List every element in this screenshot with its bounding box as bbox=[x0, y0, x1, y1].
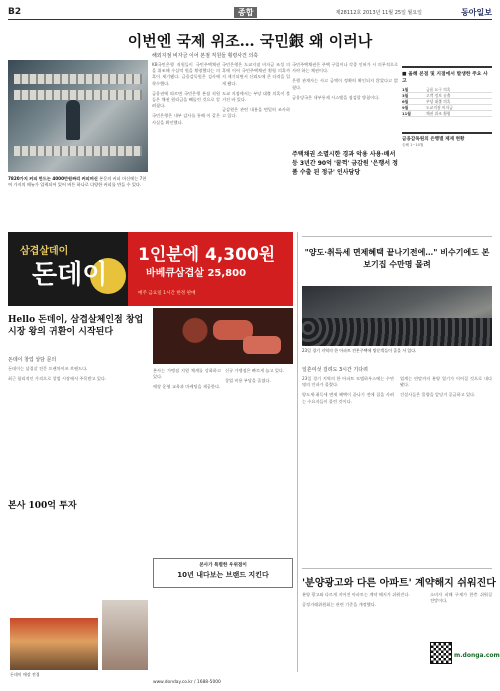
feature-column-2 bbox=[153, 368, 221, 554]
feature-column-1 bbox=[8, 366, 148, 494]
model-house-crowd-photo bbox=[302, 286, 492, 346]
paragraph: 공정거래위원회는 관련 기준을 개정했다. bbox=[302, 602, 377, 608]
paragraph: 금융권에 따르면 국민은행 본점 직원들은 채권 원리금을 빼돌린 것으로 알려졌다. bbox=[152, 90, 220, 109]
paragraph: 도쿄 지점에서는 부당 대출 의혹이 불거진 바 있다. bbox=[222, 90, 290, 103]
bottom-story-headline: '분양광고와 다른 아파트' 계약해지 쉬워진다 bbox=[302, 578, 496, 589]
donday-advertisement bbox=[8, 232, 293, 306]
top-story-column-1 bbox=[152, 62, 220, 227]
investment-subhead: 본사 100억 투자 bbox=[8, 501, 77, 511]
sidebar-row: 1월 금품 요구 의혹 bbox=[402, 87, 492, 93]
paragraph: KB국민은행 직원들이 국민주택채권을 위조해 수십억 원을 횡령했다는 의혹이 제기됐다. 금융감독원은 검사에 착수했다. bbox=[152, 62, 220, 86]
newspaper-brand: 동아일보 bbox=[461, 8, 492, 17]
paragraph: 건설사들은 물량을 앞당겨 공급하고 있다. bbox=[400, 392, 476, 398]
mobile-site-link[interactable]: m.donga.com bbox=[454, 652, 500, 659]
feature-info-box bbox=[153, 558, 293, 588]
paragraph: 업계는 연말까지 분양 열기가 이어질 것으로 내다봤다. bbox=[400, 376, 492, 388]
feature-byline: 돈데이 창업 상담 문의 bbox=[8, 357, 57, 363]
paragraph: 금융당국은 내부통제 시스템을 점검할 방침이다. bbox=[292, 94, 380, 100]
paragraph: 은행 관계자는 사고 금액이 정확히 확인되지 않았다고 밝혔다. bbox=[292, 78, 398, 90]
qr-code-icon[interactable] bbox=[430, 642, 452, 664]
info-box-heading: 10년 내다보는 브랜드 지킨다 bbox=[177, 571, 269, 579]
sidebar-row: 6월 부당 대출 의혹 bbox=[402, 99, 492, 105]
right-photo-caption: 23일 경기 지역의 한 아파트 견본주택에 방문객들이 줄을 서 있다. bbox=[302, 348, 417, 353]
feature-headline: Hello 돈데이, 삼겹살체인점 창업시장 왕의 귀환이 시작된다 bbox=[8, 315, 144, 337]
chart-subtitle: 올해 1~10월 bbox=[402, 143, 424, 147]
main-photo-caption bbox=[8, 176, 148, 188]
caption-text: 본문의 커피 머신에는 7천여 가지의 메뉴가 입력되어 있어 버튼 하나로 다양한 커피를 만들 수 있다. bbox=[8, 176, 147, 187]
sanction-chart-box bbox=[402, 132, 492, 172]
paragraph: 신규 가맹점은 빠르게 늘고 있다. bbox=[225, 368, 285, 373]
crowd bbox=[302, 318, 492, 346]
info-box-title: 본사가 특별한 우위점이 bbox=[199, 563, 247, 568]
sidebar-row: 11월 채권 위조 횡령 bbox=[402, 111, 492, 117]
issue-date: 제28112호 2013년 11월 25일 월요일 bbox=[335, 10, 422, 16]
right-story-column-2 bbox=[400, 376, 492, 566]
caption-title: 7820가지 커피 만드는 4000만원짜리 커피머신 bbox=[8, 176, 98, 181]
sidebar-row: 3월 고객 정보 유출 bbox=[402, 93, 492, 99]
coffee-machine-photo bbox=[8, 60, 148, 172]
ad-note: 매주 금요일 1시간 한정 판매 bbox=[138, 291, 196, 296]
paragraph: 창업 비용 부담을 줄였다. bbox=[225, 378, 271, 384]
sidebar-row: 9월 도쿄지점 비자금 bbox=[402, 105, 492, 111]
staff-photo bbox=[102, 600, 148, 670]
top-story-headline: 이번엔 국제 위조… 국민銀 왜 이러나 bbox=[127, 32, 373, 50]
top-story-column-2 bbox=[222, 62, 290, 227]
section-divider bbox=[302, 236, 492, 237]
top-story-byline: 해외지점 비자금 이어 본점 직원들 횡령사건 의혹 bbox=[152, 53, 259, 59]
right-story-column-1 bbox=[302, 376, 394, 566]
paragraph: 돈데이는 삼겹살 전문 프랜차이즈 브랜드다. bbox=[8, 366, 88, 371]
paragraph: 최근 합리적인 가격으로 창업 시장에서 주목받고 있다. bbox=[8, 376, 107, 382]
bottom-story-column-2 bbox=[430, 592, 492, 638]
pork-belly-photo bbox=[153, 308, 293, 364]
ad-brand-logo: 돈데이 bbox=[32, 260, 108, 290]
section-label: 종합 bbox=[234, 7, 257, 18]
paragraph: 양도세·취득세 면제 혜택이 끝나기 전에 집을 사려는 수요자들이 몰린 것이다. bbox=[302, 392, 394, 404]
store-photo bbox=[10, 618, 98, 670]
incident-sidebar bbox=[402, 66, 492, 128]
worker-figure bbox=[66, 100, 80, 140]
paragraph: 매장 운영 교육과 마케팅을 제공한다. bbox=[153, 384, 221, 390]
paragraph: 금감원은 관련 내용을 면밀히 조사하고 있다. bbox=[222, 107, 290, 119]
top-story-column-3 bbox=[292, 62, 398, 148]
paragraph: 국민주택채권은 주택 구입이나 각종 인허가 시 의무적으로 사야 하는 채권이다. bbox=[292, 62, 398, 74]
feature-column-3 bbox=[225, 368, 293, 554]
chart-title: 금융감독원의 은행별 제재 현황 bbox=[402, 137, 465, 142]
ad-brand-small: 삼겹살데이 bbox=[20, 246, 69, 257]
page-header bbox=[8, 6, 492, 20]
sidebar-title: ■ 올해 본점 및 지점에서 발생한 주요 사고 bbox=[402, 72, 488, 84]
right-story-byline: 일흔여섯 걸려도 3시간 기다려 bbox=[302, 367, 368, 373]
paragraph: 국민은행은 내부 감사를 통해 이 같은 사실을 확인했다. bbox=[152, 113, 220, 125]
column-divider bbox=[297, 232, 298, 672]
store-photo-caption: 돈데이 매장 전경 bbox=[10, 672, 40, 677]
bottom-story-column-1 bbox=[302, 592, 426, 682]
paragraph: 본사는 가맹점 지원 체계를 강화하고 있다. bbox=[153, 368, 221, 380]
paragraph: 23일 경기 지역의 한 아파트 모델하우스에는 수만 명의 인파가 몰렸다. bbox=[302, 376, 394, 388]
machine-row bbox=[14, 74, 142, 84]
ad-offer: 1인분에 4,300원 bbox=[138, 245, 276, 265]
machine-row bbox=[14, 146, 142, 156]
section-divider bbox=[302, 568, 492, 569]
meat-slice bbox=[243, 336, 281, 354]
top-story-subhead: 주택채권 소멸시한 경과 악용 사용·배서등 3년간 90억 '꿀꺽' 금감원 '은행서 정품 수출 된 정규' 인사담당 bbox=[292, 151, 398, 176]
paragraph: 소비자 피해 구제가 한층 쉬워질 전망이다. bbox=[430, 592, 492, 604]
machine-row bbox=[14, 90, 142, 100]
page-number: B2 bbox=[8, 7, 22, 17]
ad-offer-secondary: 바베큐삼겹살 25,800 bbox=[146, 268, 247, 279]
paragraph: 국민은행은 도쿄지점 비자금 조성 의혹에 이어 국민주택채권 횡령 의혹까지 제기되면서 신뢰도에 큰 타격을 입게 됐다. bbox=[222, 62, 290, 86]
right-story-headline: "양도·취득세 면제혜택 끝나기전에…" 비수기에도 본보기집 수만명 몰려 bbox=[304, 247, 490, 269]
paragraph: 분양 광고와 다르게 지어진 아파트는 계약 해지가 쉬워진다. bbox=[302, 592, 410, 597]
feature-contact: www.donday.co.kr / 1688-5000 bbox=[153, 680, 221, 685]
